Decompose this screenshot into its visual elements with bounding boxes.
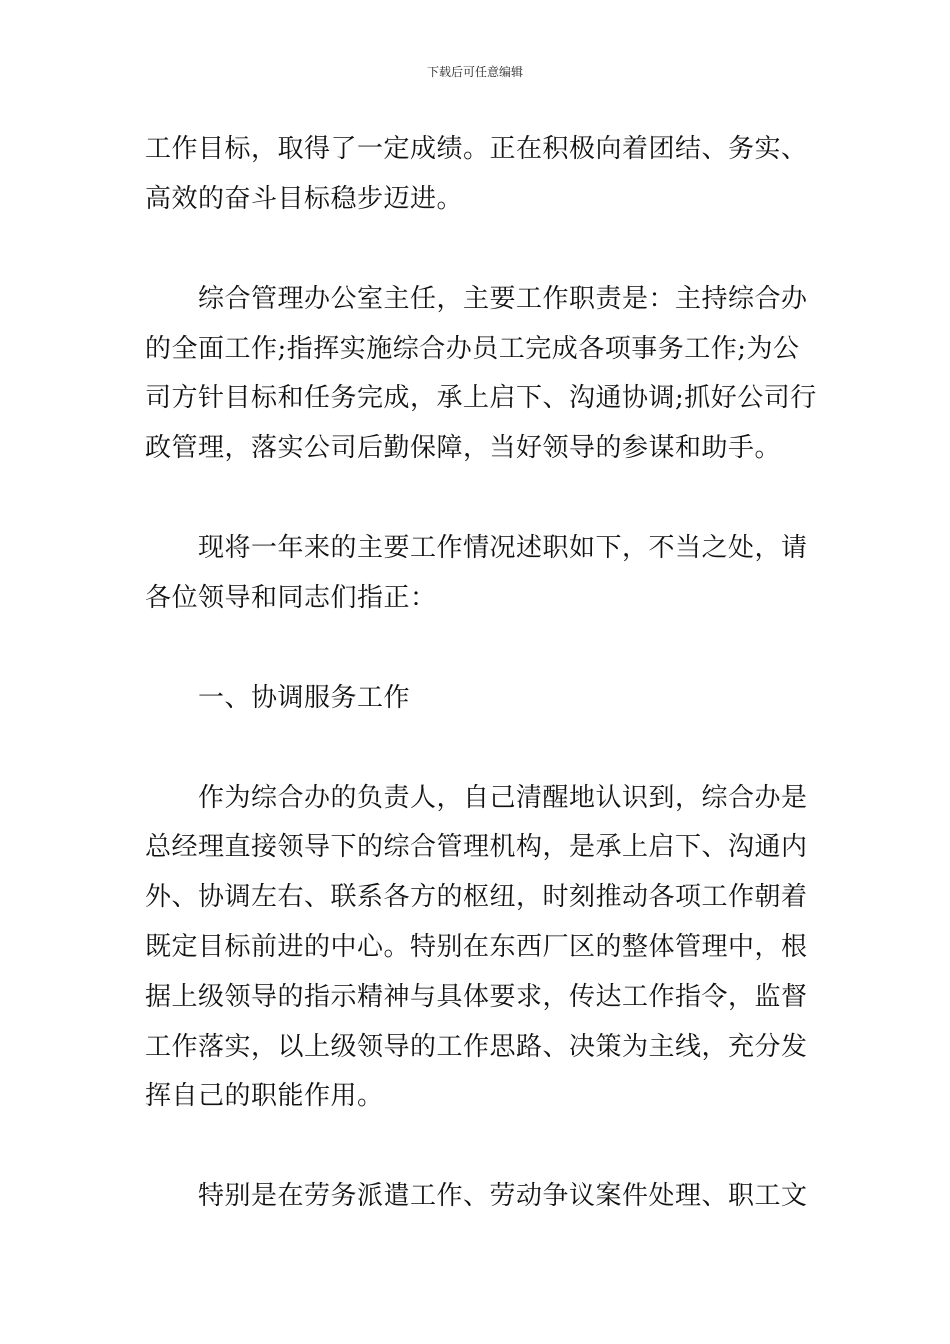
- section-heading: 一、协调服务工作: [198, 683, 411, 713]
- page-header: 下载后可任意编辑: [426, 65, 523, 79]
- paragraph-line: 工作目标，取得了一定成绩。正在积极向着团结、务实、: [145, 134, 808, 164]
- paragraph-line: 工作落实，以上级领导的工作思路、决策为主线，充分发: [145, 1032, 808, 1062]
- paragraph-line: 政管理，落实公司后勤保障，当好领导的参谋和助手。: [145, 433, 782, 463]
- paragraph-line: 的全面工作;指挥实施综合办员工完成各项事务工作;为公: [145, 334, 800, 364]
- paragraph-line: 现将一年来的主要工作情况述职如下，不当之处，请: [198, 533, 808, 563]
- paragraph-line: 特别是在劳务派遣工作、劳动争议案件处理、职工文: [198, 1181, 808, 1211]
- paragraph-line: 各位领导和同志们指正：: [145, 583, 437, 613]
- paragraph-line: 高效的奋斗目标稳步迈进。: [145, 184, 464, 214]
- paragraph-line: 外、协调左右、联系各方的枢纽，时刻推动各项工作朝着: [145, 882, 808, 912]
- paragraph-line: 既定目标前进的中心。特别在东西厂区的整体管理中，根: [145, 932, 808, 962]
- paragraph-line: 总经理直接领导下的综合管理机构，是承上启下、沟通内: [145, 832, 808, 862]
- paragraph-line: 作为综合办的负责人，自己清醒地认识到，综合办是: [198, 783, 808, 813]
- paragraph-line: 司方针目标和任务完成，承上启下、沟通协调;抓好公司行: [145, 383, 817, 413]
- paragraph-line: 挥自己的职能作用。: [145, 1081, 384, 1111]
- paragraph-line: 据上级领导的指示精神与具体要求，传达工作指令，监督: [145, 982, 808, 1012]
- paragraph-line: 综合管理办公室主任，主要工作职责是：主持综合办: [198, 284, 808, 314]
